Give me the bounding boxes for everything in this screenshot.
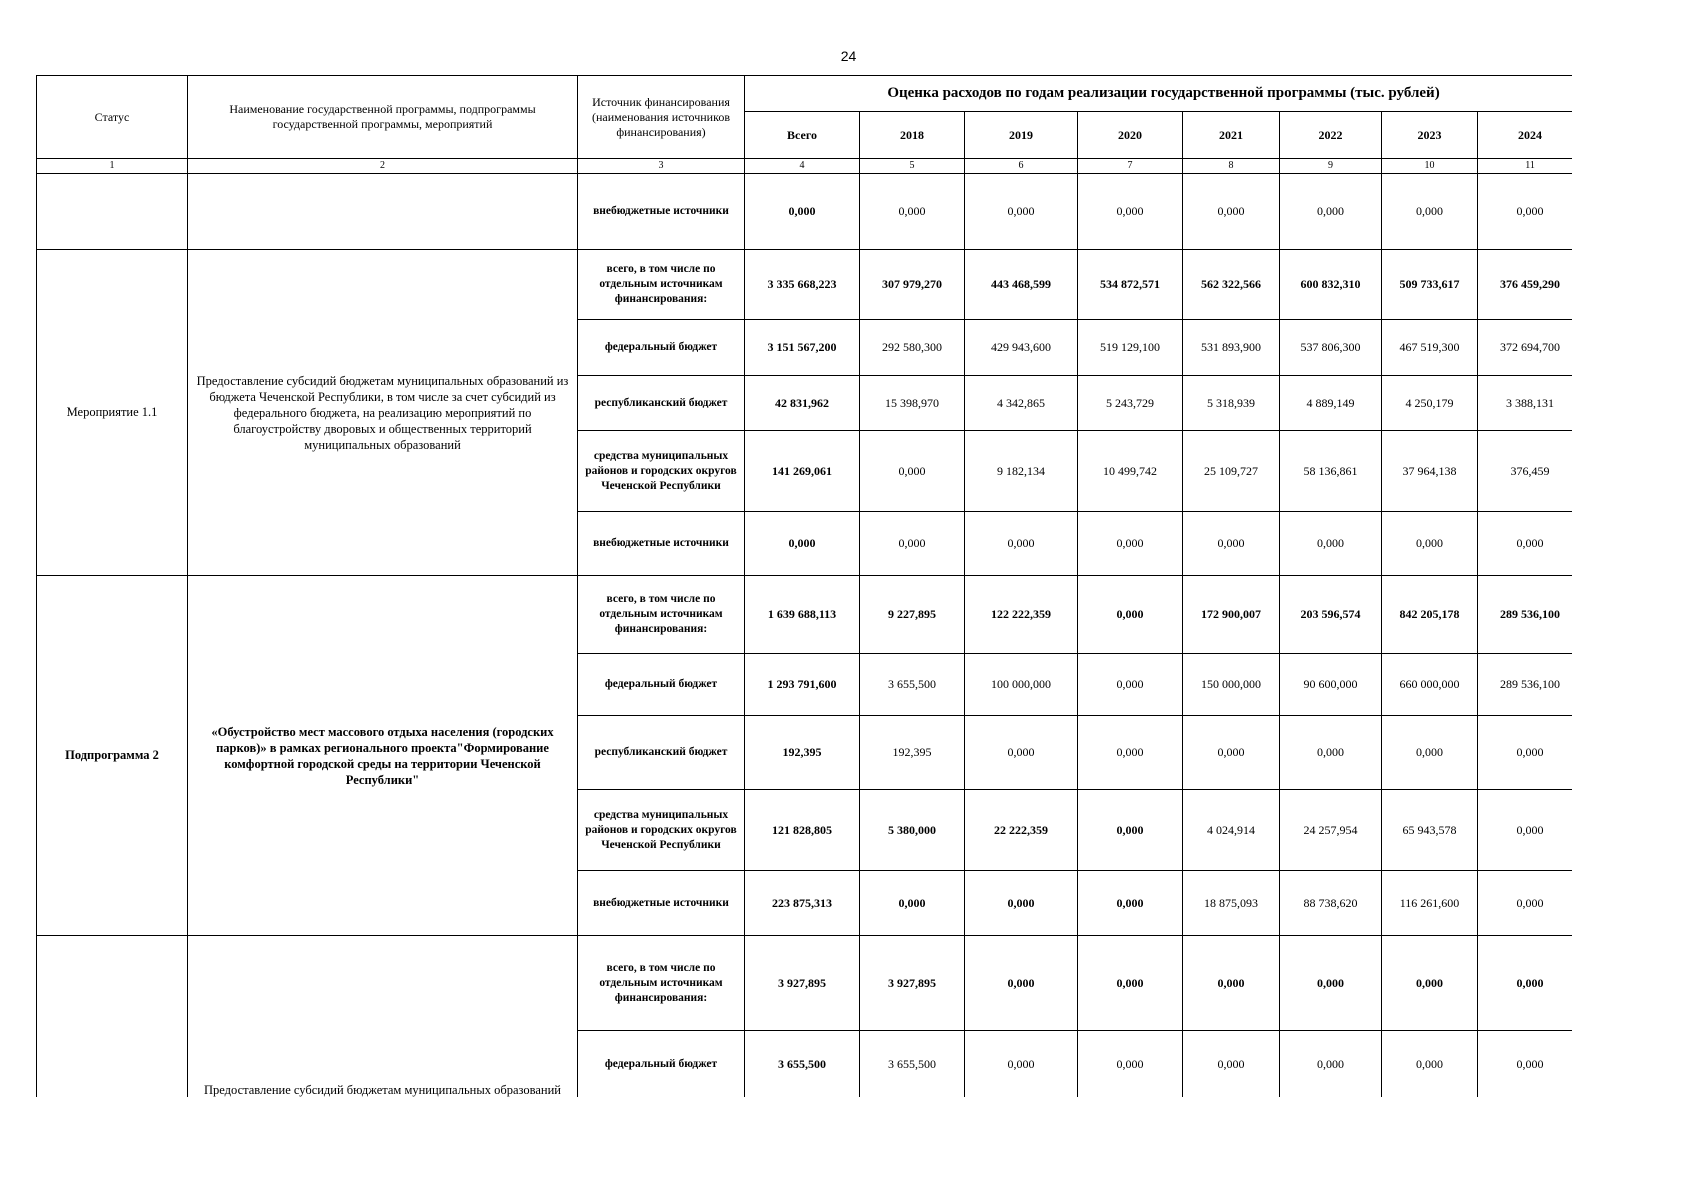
year-value-cell: 0,000 [1183,174,1280,250]
year-value-cell: 307 979,270 [860,250,965,320]
year-value-cell: 0,000 [1280,174,1382,250]
year-value-cell: 0,000 [1078,936,1183,1031]
year-value-cell: 9 227,895 [860,576,965,654]
funding-source-cell: средства муниципальных районов и городских округов Чеченской Республики [578,790,745,871]
page-number: 24 [840,48,857,64]
column-number: 7 [1078,159,1183,174]
total-value-cell: 3 927,895 [745,936,860,1031]
year-value-cell: 0,000 [1183,716,1280,790]
program-name-cell: «Обустройство мест массового отдыха населения (городских парков)» в рамках регионального проекта"Формирование комфортной городской среды на территории Чеченской Республики" [188,576,578,936]
year-value-cell: 0,000 [1478,936,1573,1031]
year-value-cell: 0,000 [1280,936,1382,1031]
year-value-cell: 150 000,000 [1183,654,1280,716]
funding-source-cell: республиканский бюджет [578,716,745,790]
year-value-cell: 600 832,310 [1280,250,1382,320]
year-value-cell: 429 943,600 [965,320,1078,376]
year-value-cell: 5 380,000 [860,790,965,871]
column-number: 1 [37,159,188,174]
year-value-cell: 0,000 [1280,512,1382,576]
year-value-cell: 58 136,861 [1280,431,1382,512]
column-number: 5 [860,159,965,174]
year-value-cell: 289 536,100 [1478,576,1573,654]
funding-source-cell: внебюджетные источники [578,174,745,250]
year-value-cell: 25 109,727 [1183,431,1280,512]
year-value-cell: 3 655,500 [860,1031,965,1098]
year-value-cell: 22 222,359 [965,790,1078,871]
year-value-cell: 0,000 [1478,716,1573,790]
header-year-2018: 2018 [860,112,965,159]
year-value-cell: 4 889,149 [1280,376,1382,431]
budget-table [36,75,1572,1097]
year-value-cell: 4 342,865 [965,376,1078,431]
year-value-cell: 0,000 [1478,790,1573,871]
funding-source-cell: федеральный бюджет [578,1031,745,1098]
table-row [37,250,1573,320]
year-value-cell: 4 250,179 [1382,376,1478,431]
year-value-cell: 5 318,939 [1183,376,1280,431]
year-value-cell: 65 943,578 [1382,790,1478,871]
year-value-cell: 292 580,300 [860,320,965,376]
year-value-cell: 0,000 [1183,512,1280,576]
year-value-cell: 0,000 [1078,174,1183,250]
status-cell: Подпрограмма 2 [37,576,188,936]
total-value-cell: 141 269,061 [745,431,860,512]
year-value-cell: 289 536,100 [1478,654,1573,716]
funding-source-cell: всего, в том числе по отдельным источникам финансирования: [578,936,745,1031]
year-value-cell: 90 600,000 [1280,654,1382,716]
year-value-cell: 37 964,138 [1382,431,1478,512]
funding-source-cell: федеральный бюджет [578,320,745,376]
table-body [37,174,1573,1098]
year-value-cell: 376 459,290 [1478,250,1573,320]
year-value-cell: 100 000,000 [965,654,1078,716]
year-value-cell: 0,000 [1078,576,1183,654]
year-value-cell: 372 694,700 [1478,320,1573,376]
year-value-cell: 0,000 [1078,1031,1183,1098]
year-value-cell: 0,000 [860,431,965,512]
funding-source-cell: внебюджетные источники [578,871,745,936]
year-value-cell: 509 733,617 [1382,250,1478,320]
header-year-2022: 2022 [1280,112,1382,159]
total-value-cell: 192,395 [745,716,860,790]
year-value-cell: 467 519,300 [1382,320,1478,376]
year-value-cell: 4 024,914 [1183,790,1280,871]
year-value-cell: 0,000 [965,1031,1078,1098]
year-value-cell: 0,000 [1382,512,1478,576]
total-value-cell: 0,000 [745,174,860,250]
header-year-total: Всего [745,112,860,159]
column-number: 10 [1382,159,1478,174]
year-value-cell: 203 596,574 [1280,576,1382,654]
year-value-cell: 0,000 [965,512,1078,576]
year-value-cell: 0,000 [1183,936,1280,1031]
header-year-2020: 2020 [1078,112,1183,159]
year-value-cell: 3 388,131 [1478,376,1573,431]
year-value-cell: 0,000 [1078,654,1183,716]
table-row [37,174,1573,250]
year-value-cell: 0,000 [1280,716,1382,790]
year-value-cell: 0,000 [1478,512,1573,576]
total-value-cell: 42 831,962 [745,376,860,431]
column-number: 6 [965,159,1078,174]
table-row [37,576,1573,654]
funding-source-cell: всего, в том числе по отдельным источникам финансирования: [578,576,745,654]
year-value-cell: 519 129,100 [1078,320,1183,376]
year-value-cell: 15 398,970 [860,376,965,431]
year-value-cell: 0,000 [1382,174,1478,250]
header-name: Наименование государственной программы, подпрограммы государственной программы, мероприятий [188,76,578,159]
header-year-2024: 2024 [1478,112,1573,159]
program-name-cell [188,174,578,250]
year-value-cell: 88 738,620 [1280,871,1382,936]
year-value-cell: 443 468,599 [965,250,1078,320]
total-value-cell: 1 293 791,600 [745,654,860,716]
header-estimate: Оценка расходов по годам реализации государственной программы (тыс. рублей) [745,76,1573,112]
year-value-cell: 116 261,600 [1382,871,1478,936]
year-value-cell: 531 893,900 [1183,320,1280,376]
funding-source-cell: федеральный бюджет [578,654,745,716]
funding-source-cell: всего, в том числе по отдельным источникам финансирования: [578,250,745,320]
year-value-cell: 122 222,359 [965,576,1078,654]
budget-table-sheet [36,75,1572,1097]
year-value-cell: 0,000 [1382,1031,1478,1098]
year-value-cell: 0,000 [860,174,965,250]
column-number: 8 [1183,159,1280,174]
header-source: Источник финансирования (наименования источников финансирования) [578,76,745,159]
year-value-cell: 18 875,093 [1183,871,1280,936]
year-value-cell: 0,000 [1478,1031,1573,1098]
column-number: 9 [1280,159,1382,174]
year-value-cell: 0,000 [965,871,1078,936]
year-value-cell: 3 927,895 [860,936,965,1031]
year-value-cell: 0,000 [965,716,1078,790]
header-year-2023: 2023 [1382,112,1478,159]
year-value-cell: 0,000 [1280,1031,1382,1098]
header-year-2021: 2021 [1183,112,1280,159]
year-value-cell: 9 182,134 [965,431,1078,512]
header-year-2019: 2019 [965,112,1078,159]
total-value-cell: 3 151 567,200 [745,320,860,376]
column-number: 2 [188,159,578,174]
year-value-cell: 0,000 [1478,871,1573,936]
funding-source-cell: внебюджетные источники [578,512,745,576]
year-value-cell: 0,000 [1078,871,1183,936]
header-row-top [37,76,1573,112]
year-value-cell: 5 243,729 [1078,376,1183,431]
column-number: 3 [578,159,745,174]
year-value-cell: 0,000 [860,871,965,936]
column-number: 11 [1478,159,1573,174]
table-row [37,936,1573,1031]
total-value-cell: 1 639 688,113 [745,576,860,654]
year-value-cell: 0,000 [1183,1031,1280,1098]
year-value-cell: 0,000 [1478,174,1573,250]
total-value-cell: 223 875,313 [745,871,860,936]
year-value-cell: 842 205,178 [1382,576,1478,654]
status-cell [37,174,188,250]
year-value-cell: 660 000,000 [1382,654,1478,716]
column-number-row [37,159,1573,174]
year-value-cell: 0,000 [860,512,965,576]
header-status: Статус [37,76,188,159]
total-value-cell: 3 335 668,223 [745,250,860,320]
year-value-cell: 0,000 [1078,512,1183,576]
status-cell: Мероприятие 1.1 [37,250,188,576]
year-value-cell: 192,395 [860,716,965,790]
year-value-cell: 0,000 [1382,716,1478,790]
program-name-cell: Предоставление субсидий бюджетам муниципальных образований [188,936,578,1098]
year-value-cell: 0,000 [1078,790,1183,871]
year-value-cell: 537 806,300 [1280,320,1382,376]
year-value-cell: 24 257,954 [1280,790,1382,871]
funding-source-cell: средства муниципальных районов и городских округов Чеченской Республики [578,431,745,512]
column-number: 4 [745,159,860,174]
total-value-cell: 0,000 [745,512,860,576]
year-value-cell: 534 872,571 [1078,250,1183,320]
year-value-cell: 3 655,500 [860,654,965,716]
status-cell [37,936,188,1098]
total-value-cell: 121 828,805 [745,790,860,871]
year-value-cell: 562 322,566 [1183,250,1280,320]
year-value-cell: 376,459 [1478,431,1573,512]
year-value-cell: 172 900,007 [1183,576,1280,654]
program-name-cell: Предоставление субсидий бюджетам муниципальных образований из бюджета Чеченской Республики, в том числе за счет субсидий из федерального бюджета, на реализацию мероприятий по благоустройству дворовых и общественных территорий муниципальных образований [188,250,578,576]
funding-source-cell: республиканский бюджет [578,376,745,431]
year-value-cell: 0,000 [965,174,1078,250]
year-value-cell: 0,000 [1078,716,1183,790]
year-value-cell: 0,000 [1382,936,1478,1031]
year-value-cell: 10 499,742 [1078,431,1183,512]
year-value-cell: 0,000 [965,936,1078,1031]
total-value-cell: 3 655,500 [745,1031,860,1098]
